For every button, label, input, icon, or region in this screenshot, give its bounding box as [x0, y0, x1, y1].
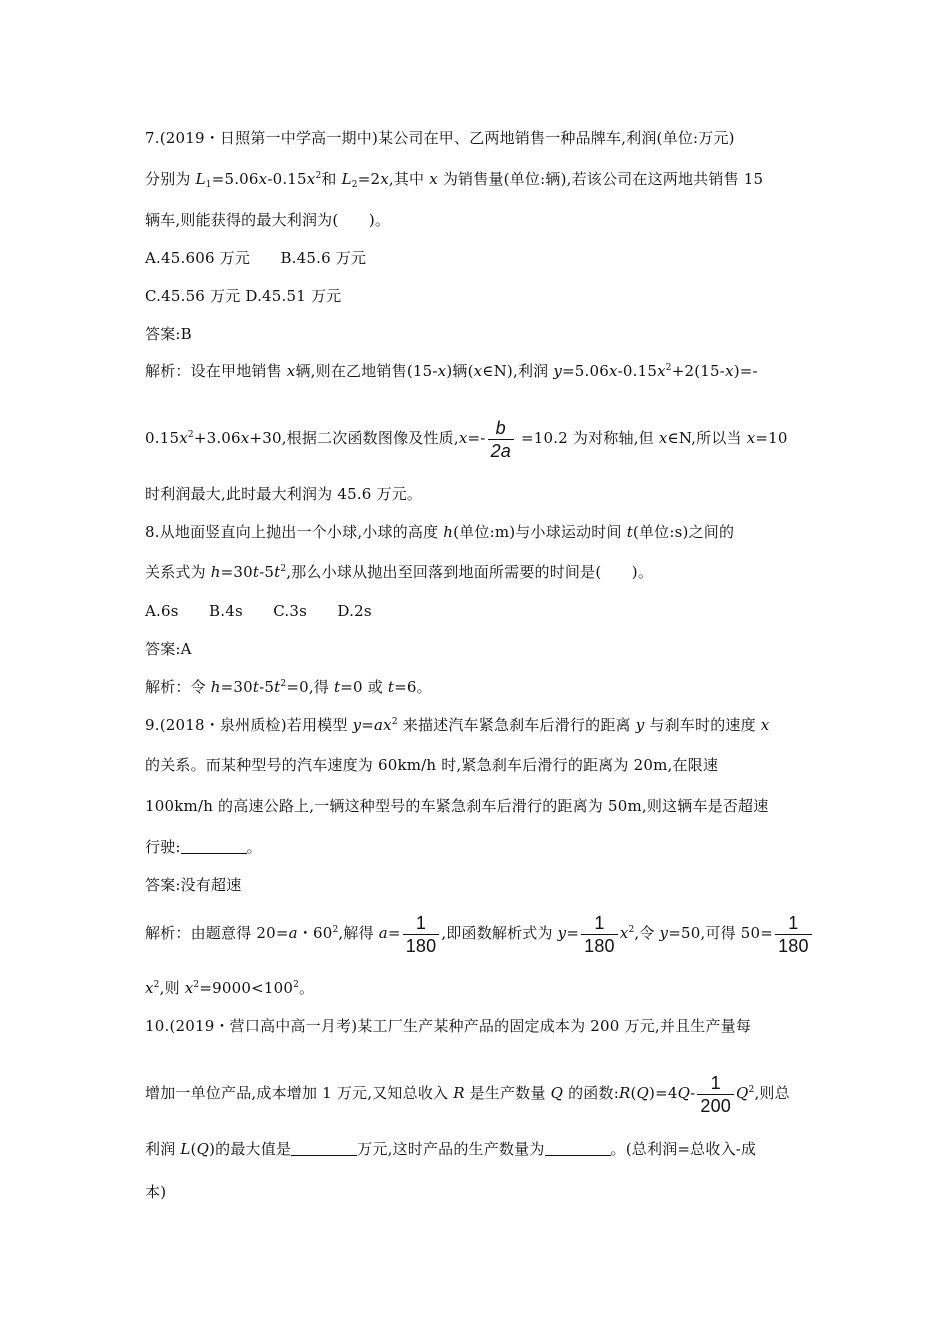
q8-analysis: 解析：令 $h=30t-5t^2=0$,得 t=0 或 t=6。: [145, 678, 432, 696]
q10-stem-line1: 10.(2019・营口高中高一月考)某工厂生产某种产品的固定成本为 200 万元,并且生产量每: [145, 1017, 752, 1035]
fraction-b-over-2a: $\frac{b}{2a}$: [488, 417, 514, 462]
q7-options-cd: C.45.56 万元 D.45.51 万元: [145, 287, 342, 305]
q9-stem-line1: 9.(2018・泉州质检)若用模型 $y=ax^2$ 来描述汽车紧急刹车后滑行的距离 y 与刹车时的速度 x: [145, 716, 770, 734]
q9-stem-line3: 100km/h 的高速公路上,一辆这种型号的车紧急刹车后滑行的距离为 50m,则这辆车是否超速: [145, 797, 769, 815]
q8-stem-line2: 关系式为 $h=30t-5t^2$,那么小球从抛出至回落到地面所需要的时间是( )。: [145, 563, 654, 581]
fraction-1-over-180: $\frac{1}{180}$: [581, 912, 618, 957]
fraction-1-over-180: $\frac{1}{180}$: [403, 912, 440, 957]
q10-answer-blank-quantity: [545, 1141, 611, 1156]
q9-analysis-line1: 解析：由题意得 20=a・$60^2$,解得 a= $\frac{1}{180}$ ,即函数解析式为 y= $\frac{1}{180}$ $x^2$,令 y=50,可得 50= $\frac{1}{180}$: [145, 911, 814, 957]
q7-answer: 答案:B: [145, 325, 192, 343]
q7-options-ab: A.45.606 万元 B.45.6 万元: [145, 249, 367, 267]
q9-answer: 答案:没有超速: [145, 876, 242, 894]
q7-stem-line3: 辆车,则能获得的最大利润为( )。: [145, 211, 391, 229]
q10-stem-line3: 利润 L(Q)的最大值是 万元,这时产品的生产数量为 。(总利润=总收入-成: [145, 1140, 757, 1158]
fraction-1-over-180: $\frac{1}{180}$: [775, 912, 812, 957]
q9-stem-line4: 行驶: 。: [145, 838, 262, 856]
q8-answer: 答案:A: [145, 640, 192, 658]
q7-analysis-line1: 解析：设在甲地销售 x辆,则在乙地销售(15-x)辆(x∈N),利润 $y=5.06x-0.15x^2+2(15-x)=-$: [145, 362, 758, 380]
q9-stem-line2: 的关系。而某种型号的汽车速度为 60km/h 时,紧急刹车后滑行的距离为 20m,在限速: [145, 756, 719, 774]
q7-analysis-line2: $0.15x^2+3.06x+30$,根据二次函数图像及性质,x=- $\frac{b}{2a}$ =10.2 为对称轴,但 x∈N,所以当 x=10: [145, 417, 788, 461]
q10-stem-line4: 本): [145, 1183, 167, 1201]
q9-answer-blank: [181, 839, 247, 854]
q10-answer-blank-max: [291, 1141, 357, 1156]
q7-stem-line1: 7.(2019・日照第一中学高一期中)某公司在甲、乙两地销售一种品牌车,利润(单位:万元): [145, 129, 735, 147]
q8-stem-line1: 8.从地面竖直向上抛出一个小球,小球的高度 h(单位:m)与小球运动时间 t(单位:s)之间的: [145, 523, 735, 541]
fraction-1-over-200: $\frac{1}{200}$: [697, 1072, 734, 1117]
q7-stem-line2: 分别为 $L_1=5.06x-0.15x^2$和 $L_2=2x$,其中 x 为销售量(单位:辆),若该公司在这两地共销售 15: [145, 170, 764, 190]
q9-analysis-line2: $x^2$,则 $x^2=9000<100^2$。: [145, 979, 315, 997]
q8-options: A.6s B.4s C.3s D.2s: [145, 602, 372, 620]
q7-analysis-line3: 时利润最大,此时最大利润为 45.6 万元。: [145, 485, 423, 503]
q10-stem-line2: 增加一单位产品,成本增加 1 万元,又知总收入 R 是生产数量 Q 的函数:R(Q)=4Q- $\frac{1}{200}$ $Q^2$,则总: [145, 1072, 790, 1116]
